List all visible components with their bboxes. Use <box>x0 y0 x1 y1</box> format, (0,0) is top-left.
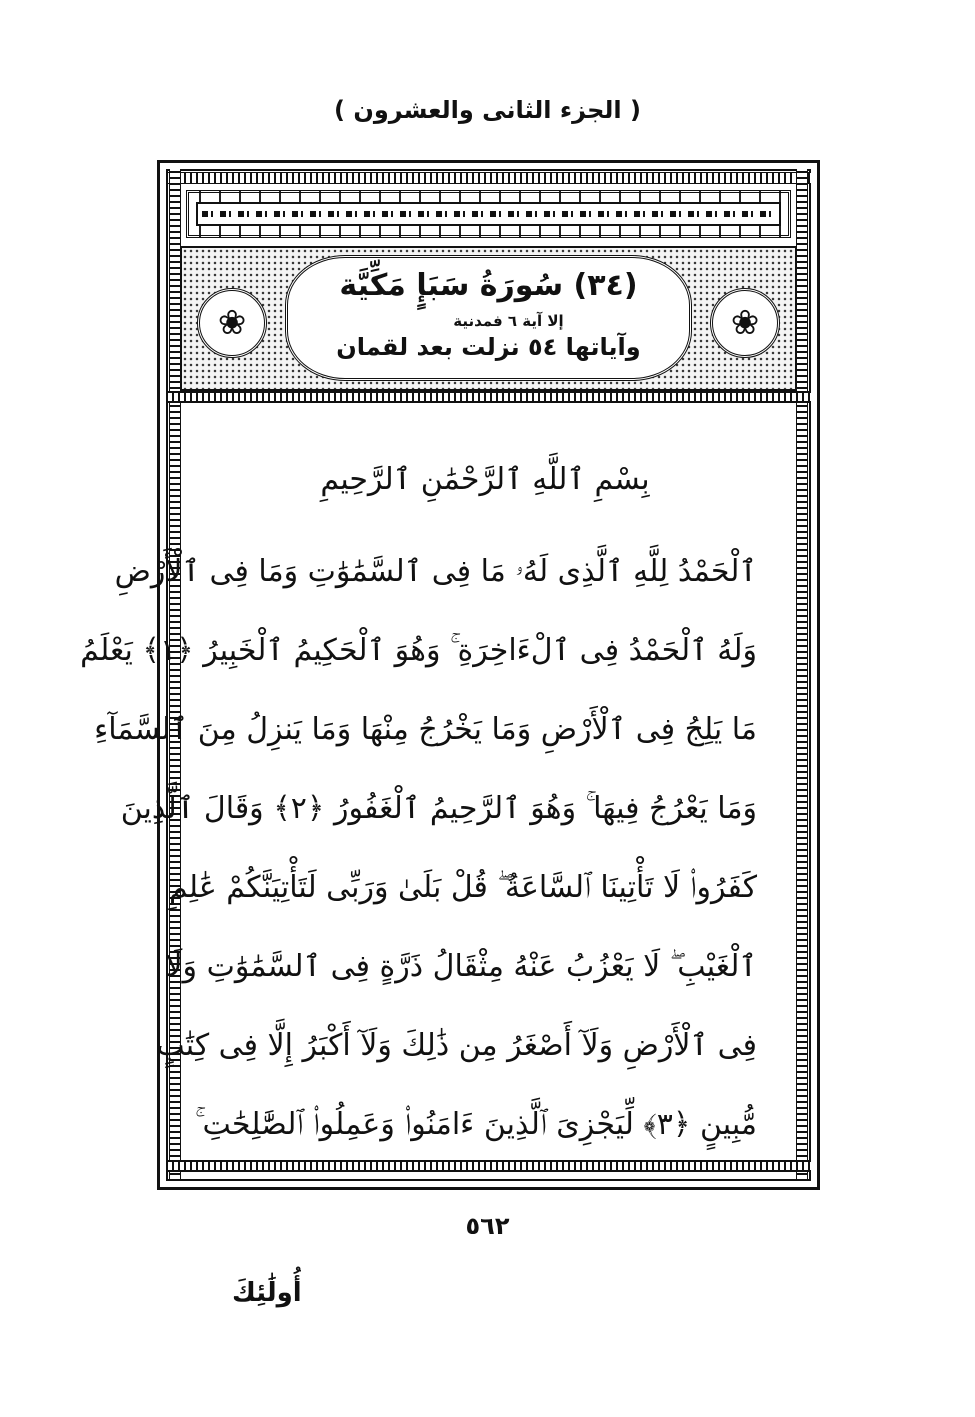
text-line: فِى ٱلْأَرْضِ وَلَآ أَصْغَرُ مِن ذَٰلِكَ وَلَآ أَكْبَرُ إِلَّا فِى كِتَٰبٍ <box>156 1028 757 1063</box>
quran-text <box>80 532 757 1164</box>
text-line: ٱلْحَمْدُ لِلَّهِ ٱلَّذِى لَهُۥ مَا فِى ٱلسَّمَٰوَٰتِ وَمَا فِى ٱلْأَرْضِ <box>114 554 757 589</box>
page-number: ٥٦٢ <box>465 1212 510 1240</box>
text-line: وَمَا يَعْرُجُ فِيهَا ۚ وَهُوَ ٱلرَّحِيمُ ٱلْغَفُورُ ﴿٢﴾ وَقَالَ ٱلَّذِينَ <box>120 791 757 826</box>
text-line: مَا يَلِجُ فِى ٱلْأَرْضِ وَمَا يَخْرُجُ مِنْهَا وَمَا يَنزِلُ مِنَ ٱلسَّمَآءِ <box>94 712 757 747</box>
header-rule <box>166 391 811 403</box>
text-line: كَفَرُوا۟ لَا تَأْتِينَا ٱلسَّاعَةُ ۖ قُلْ بَلَىٰ وَرَبِّى لَتَأْتِيَنَّكُمْ عَٰلِمِ <box>168 870 757 905</box>
rosette-ornament-right <box>710 288 780 358</box>
running-head: ( الجزء الثانى والعشرون ) <box>334 96 641 124</box>
catchword: أُولَٰئِكَ <box>232 1278 302 1308</box>
bottom-rule <box>166 1160 811 1172</box>
frame-band-right <box>796 169 808 1181</box>
text-line: ٱلْغَيْبِ ۖ لَا يَعْزُبُ عَنْهُ مِثْقَالُ ذَرَّةٍ فِى ٱلسَّمَٰوَٰتِ وَلَا <box>165 949 757 984</box>
basmala: بِسْمِ ٱللَّهِ ٱلرَّحْمَٰنِ ٱلرَّحِيمِ <box>320 462 650 497</box>
text-line: وَلَهُ ٱلْحَمْدُ فِى ٱلْءَاخِرَةِ ۚ وَهُوَ ٱلْحَكِيمُ ٱلْخَبِيرُ ﴿١﴾ يَعْلَمُ <box>80 633 757 668</box>
surah-title: (٣٤) سُورَةُ سَبَإٍ مَكِّيَّة <box>339 268 638 303</box>
verse-count: وآياتها ٥٤ نزلت بعد لقمان <box>336 333 641 361</box>
text-line: مُّبِينٍ ﴿٣﴾ لِّيَجْزِىَ ٱلَّذِينَ ءَامَنُوا۟ وَعَمِلُوا۟ ٱلصَّٰلِحَٰتِ ۚ <box>194 1107 757 1142</box>
medinan-note: إلا آية ٦ فمدنية <box>453 312 564 330</box>
rosette-ornament-left <box>197 288 267 358</box>
frame-band-top <box>166 172 811 184</box>
ornament-band-inner <box>196 202 781 226</box>
